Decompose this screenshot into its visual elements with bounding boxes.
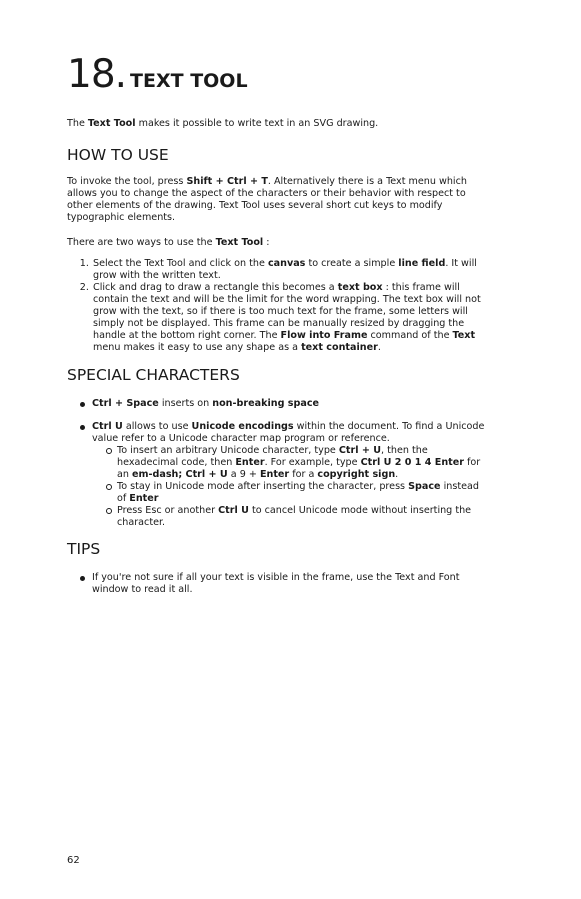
- bullet-item: [92, 421, 491, 529]
- bold-term: text box: [337, 282, 383, 293]
- unicode-sub-list: [92, 445, 491, 529]
- bold-term: Shift + Ctrl + T: [186, 176, 268, 187]
- bold-term: Flow into Frame: [280, 330, 368, 341]
- bold-term: Ctrl + Space: [92, 398, 159, 409]
- bold-term: Space: [408, 481, 441, 492]
- bold-term: Text: [452, 330, 476, 341]
- bold-term: Ctrl + U: [338, 445, 382, 456]
- heading-tips: TIPS: [67, 540, 101, 558]
- sub-bullet-item: To insert an arbitrary Unicode character, type Ctrl + U, then the hexadecimal code, then Enter. For example, type Ctrl U 2 0 1 4 Enter for an em-dash; Ctrl + U a 9 + Enter for a copyright sign.: [117, 445, 491, 481]
- chapter-name: TEXT TOOL: [130, 70, 248, 92]
- bold-term: line field: [398, 258, 446, 269]
- how-to-use-paragraph-1: To invoke the tool, press Shift + Ctrl + T. Alternatively there is a Text menu which allows you to change the aspect of the characters or their behavior with respect to other elements of the drawing. Text Tool uses several short cut keys to modify typographic elements.: [67, 176, 467, 223]
- intro-paragraph: The Text Tool makes it possible to write text in an SVG drawing.: [67, 118, 379, 129]
- tips-list: [67, 572, 491, 596]
- bullet-item: Ctrl + Space inserts on non-breaking space: [92, 398, 491, 410]
- bold-term: Text Tool: [87, 118, 136, 129]
- bullet-item: If you're not sure if all your text is visible in the frame, use the Text and Font window to read it all.: [92, 572, 491, 596]
- page-number: 62: [67, 855, 80, 866]
- sub-bullet-item: To stay in Unicode mode after inserting the character, press Space instead of Enter: [117, 481, 491, 505]
- bold-term: Enter: [235, 457, 265, 468]
- how-to-use-paragraph-2: There are two ways to use the Text Tool :: [67, 237, 270, 248]
- bold-term: em-dash; Ctrl + U: [132, 469, 228, 480]
- page-content: [67, 52, 491, 607]
- bold-term: text container: [301, 342, 378, 353]
- chapter-title: [67, 52, 491, 98]
- bold-term: non-breaking space: [212, 398, 320, 409]
- special-characters-list: [67, 398, 491, 529]
- bold-term: Text Tool: [215, 237, 264, 248]
- bold-term: copyright sign: [317, 469, 396, 480]
- bold-term: Enter: [129, 493, 159, 504]
- bold-term: Ctrl U: [92, 421, 123, 432]
- how-to-use-steps: [67, 258, 491, 354]
- chapter-number: 18.: [67, 52, 127, 97]
- heading-special-characters: SPECIAL CHARACTERS: [67, 366, 240, 384]
- bold-term: Ctrl U 2 0 1 4 Enter: [360, 457, 464, 468]
- sub-bullet-item: Press Esc or another Ctrl U to cancel Unicode mode without inserting the character.: [117, 505, 491, 529]
- step-item: 2. Click and drag to draw a rectangle this becomes a text box : this frame will contain the text and will be the limit for the word wrapping. The text box will not grow with the text, so if there is too much text for the frame, some letters will simply not be displayed. This frame can be manually resized by dragging the handle at the bottom right corner. The Flow into Frame command of the Text menu makes it easy to use any shape as a text container.: [92, 282, 491, 354]
- heading-how-to-use: HOW TO USE: [67, 146, 169, 164]
- bold-term: canvas: [267, 258, 306, 269]
- bold-term: Ctrl U: [218, 505, 249, 516]
- bullet-item-text: Ctrl U allows to use Unicode encodings within the document. To find a Unicode value refer to a Unicode character map program or reference.: [92, 421, 485, 444]
- step-item: 1. Select the Text Tool and click on the canvas to create a simple line field. It will grow with the written text.: [92, 258, 491, 282]
- bold-term: Unicode encodings: [191, 421, 294, 432]
- bold-term: Enter: [259, 469, 290, 480]
